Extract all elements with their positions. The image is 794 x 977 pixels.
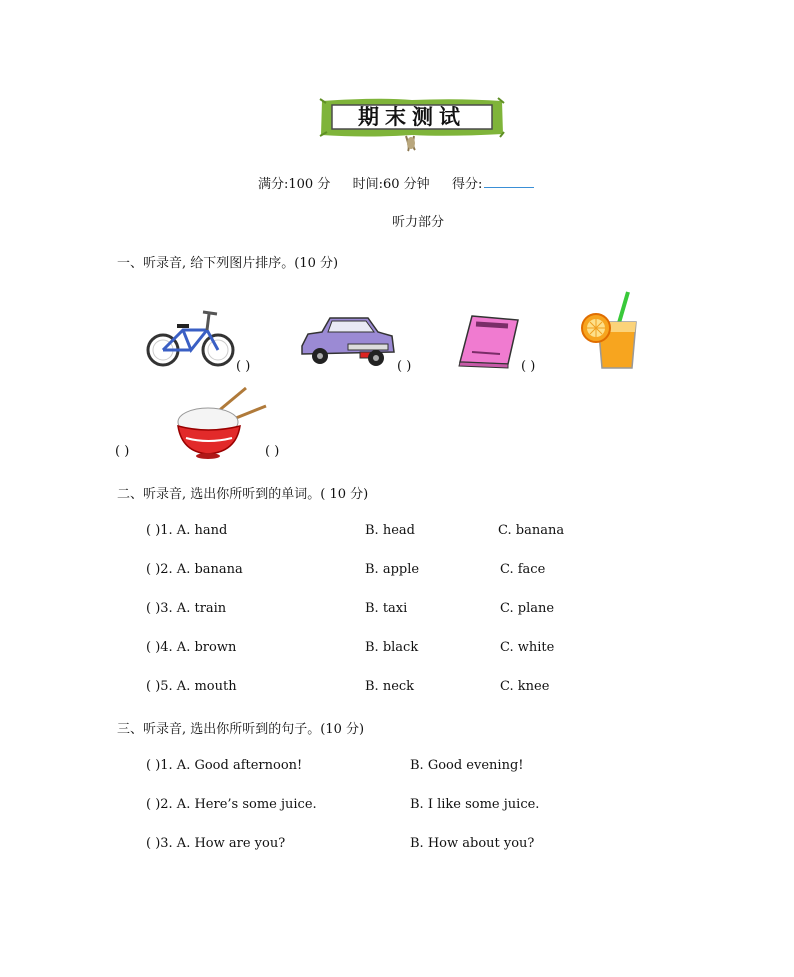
book-icon bbox=[456, 312, 522, 370]
sentence-option-b[interactable]: B. How about you? bbox=[410, 836, 535, 851]
word-option-a[interactable]: ( )2. A. banana bbox=[146, 562, 243, 577]
score-blank[interactable] bbox=[484, 177, 534, 188]
word-option-b[interactable]: B. black bbox=[365, 640, 419, 655]
sentence-option-a[interactable]: ( )1. A. Good afternoon! bbox=[146, 758, 303, 773]
bike-icon bbox=[145, 306, 237, 368]
car-icon bbox=[298, 312, 398, 370]
word-option-a[interactable]: ( )5. A. mouth bbox=[146, 679, 237, 694]
part-title: 听力部分 bbox=[392, 215, 445, 230]
title-banner bbox=[318, 96, 506, 140]
word-option-c[interactable]: C. face bbox=[500, 562, 546, 577]
word-option-c[interactable]: C. knee bbox=[500, 679, 550, 694]
score-info bbox=[258, 173, 534, 192]
sentence-option-a[interactable]: ( )2. A. Here’s some juice. bbox=[146, 797, 317, 812]
bracket-4[interactable]: ( ) bbox=[115, 444, 130, 459]
bracket-2[interactable]: ( ) bbox=[397, 359, 412, 374]
word-option-b[interactable]: B. taxi bbox=[365, 601, 408, 616]
section1-heading: 一、听录音, 给下列图片排序。(10 分) bbox=[117, 256, 339, 271]
word-option-c[interactable]: C. white bbox=[500, 640, 555, 655]
bracket-3[interactable]: ( ) bbox=[521, 359, 536, 374]
word-option-c[interactable]: C. plane bbox=[500, 601, 555, 616]
bracket-1[interactable]: ( ) bbox=[236, 359, 251, 374]
score-got-label: 得分: bbox=[451, 177, 483, 192]
word-option-a[interactable]: ( )1. A. hand bbox=[146, 523, 228, 538]
sentence-option-b[interactable]: B. Good evening! bbox=[410, 758, 524, 773]
page-title: 期末测试 bbox=[358, 105, 466, 129]
time-limit: 时间:60 分钟 bbox=[352, 177, 430, 192]
sentence-option-b[interactable]: B. I like some juice. bbox=[410, 797, 540, 812]
section3-heading: 三、听录音, 选出你所听到的句子。(10 分) bbox=[117, 722, 365, 737]
word-option-a[interactable]: ( )4. A. brown bbox=[146, 640, 237, 655]
word-option-c[interactable]: C. banana bbox=[498, 523, 565, 538]
word-option-b[interactable]: B. apple bbox=[365, 562, 420, 577]
word-option-b[interactable]: B. head bbox=[365, 523, 415, 538]
sentence-option-a[interactable]: ( )3. A. How are you? bbox=[146, 836, 286, 851]
rice-icon bbox=[174, 386, 270, 460]
word-option-b[interactable]: B. neck bbox=[365, 679, 415, 694]
bracket-5[interactable]: ( ) bbox=[265, 444, 280, 459]
juice-icon bbox=[580, 290, 648, 372]
section2-heading: 二、听录音, 选出你所听到的单词。( 10 分) bbox=[117, 487, 369, 502]
full-score: 满分:100 分 bbox=[258, 177, 331, 192]
word-option-a[interactable]: ( )3. A. train bbox=[146, 601, 227, 616]
